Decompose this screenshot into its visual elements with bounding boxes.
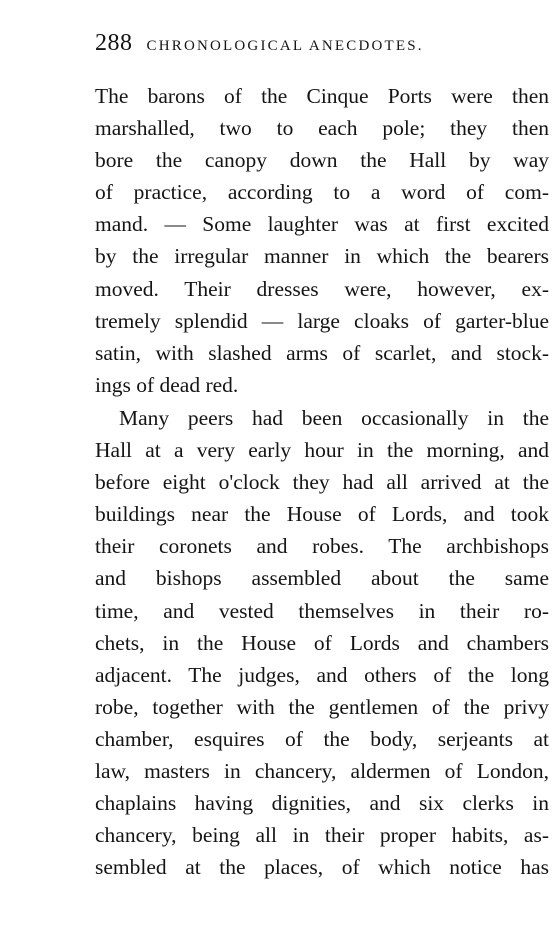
text-line: The barons of the Cinque Ports were then — [95, 84, 549, 108]
text-line: by the irregular manner in which the bearers — [95, 244, 549, 269]
body-text — [95, 80, 549, 883]
text-line: mand. — Some laughter was at first excited — [95, 212, 549, 237]
text-line: of practice, according to a word of com- — [95, 180, 549, 205]
text-line: bore the canopy down the Hall by way — [95, 148, 549, 173]
text-line: satin, with slashed arms of scarlet, and stock- — [95, 340, 549, 365]
text-line: buildings near the House of Lords, and took — [95, 502, 549, 527]
text-line: sembled at the places, of which notice has — [95, 855, 549, 880]
page-number: 288 — [95, 30, 133, 56]
text-line: moved. Their dresses were, however, ex- — [95, 276, 549, 301]
text-line: chets, in the House of Lords and chambers — [95, 630, 549, 655]
text-line: robe, together with the gentlemen of the privy — [95, 694, 549, 719]
paragraph-2 — [95, 402, 549, 883]
text-line: their coronets and robes. The archbishops — [95, 534, 549, 559]
text-line: tremely splendid — large cloaks of garter-blue — [95, 308, 549, 333]
text-line: chaplains having dignities, and six clerks in — [95, 791, 549, 816]
text-line: chancery, being all in their proper habits, as- — [95, 823, 549, 848]
running-head — [95, 30, 515, 60]
text-line: adjacent. The judges, and others of the long — [95, 662, 549, 687]
text-line: ings of dead red. — [95, 372, 239, 397]
paragraph-1 — [95, 80, 549, 401]
text-line: and bishops assembled about the same — [95, 566, 549, 591]
running-title: CHRONOLOGICAL ANECDOTES. — [146, 38, 424, 54]
text-line: marshalled, two to each pole; they then — [95, 116, 549, 141]
text-line: before eight o'clock they had all arrived at the — [95, 470, 549, 495]
text-line: law, masters in chancery, aldermen of London, — [95, 758, 549, 783]
text-line: time, and vested themselves in their ro- — [95, 598, 549, 623]
text-line: Hall at a very early hour in the morning, and — [95, 438, 549, 463]
text-line: Many peers had been occasionally in the — [119, 405, 549, 430]
text-line: chamber, esquires of the body, serjeants at — [95, 726, 549, 751]
